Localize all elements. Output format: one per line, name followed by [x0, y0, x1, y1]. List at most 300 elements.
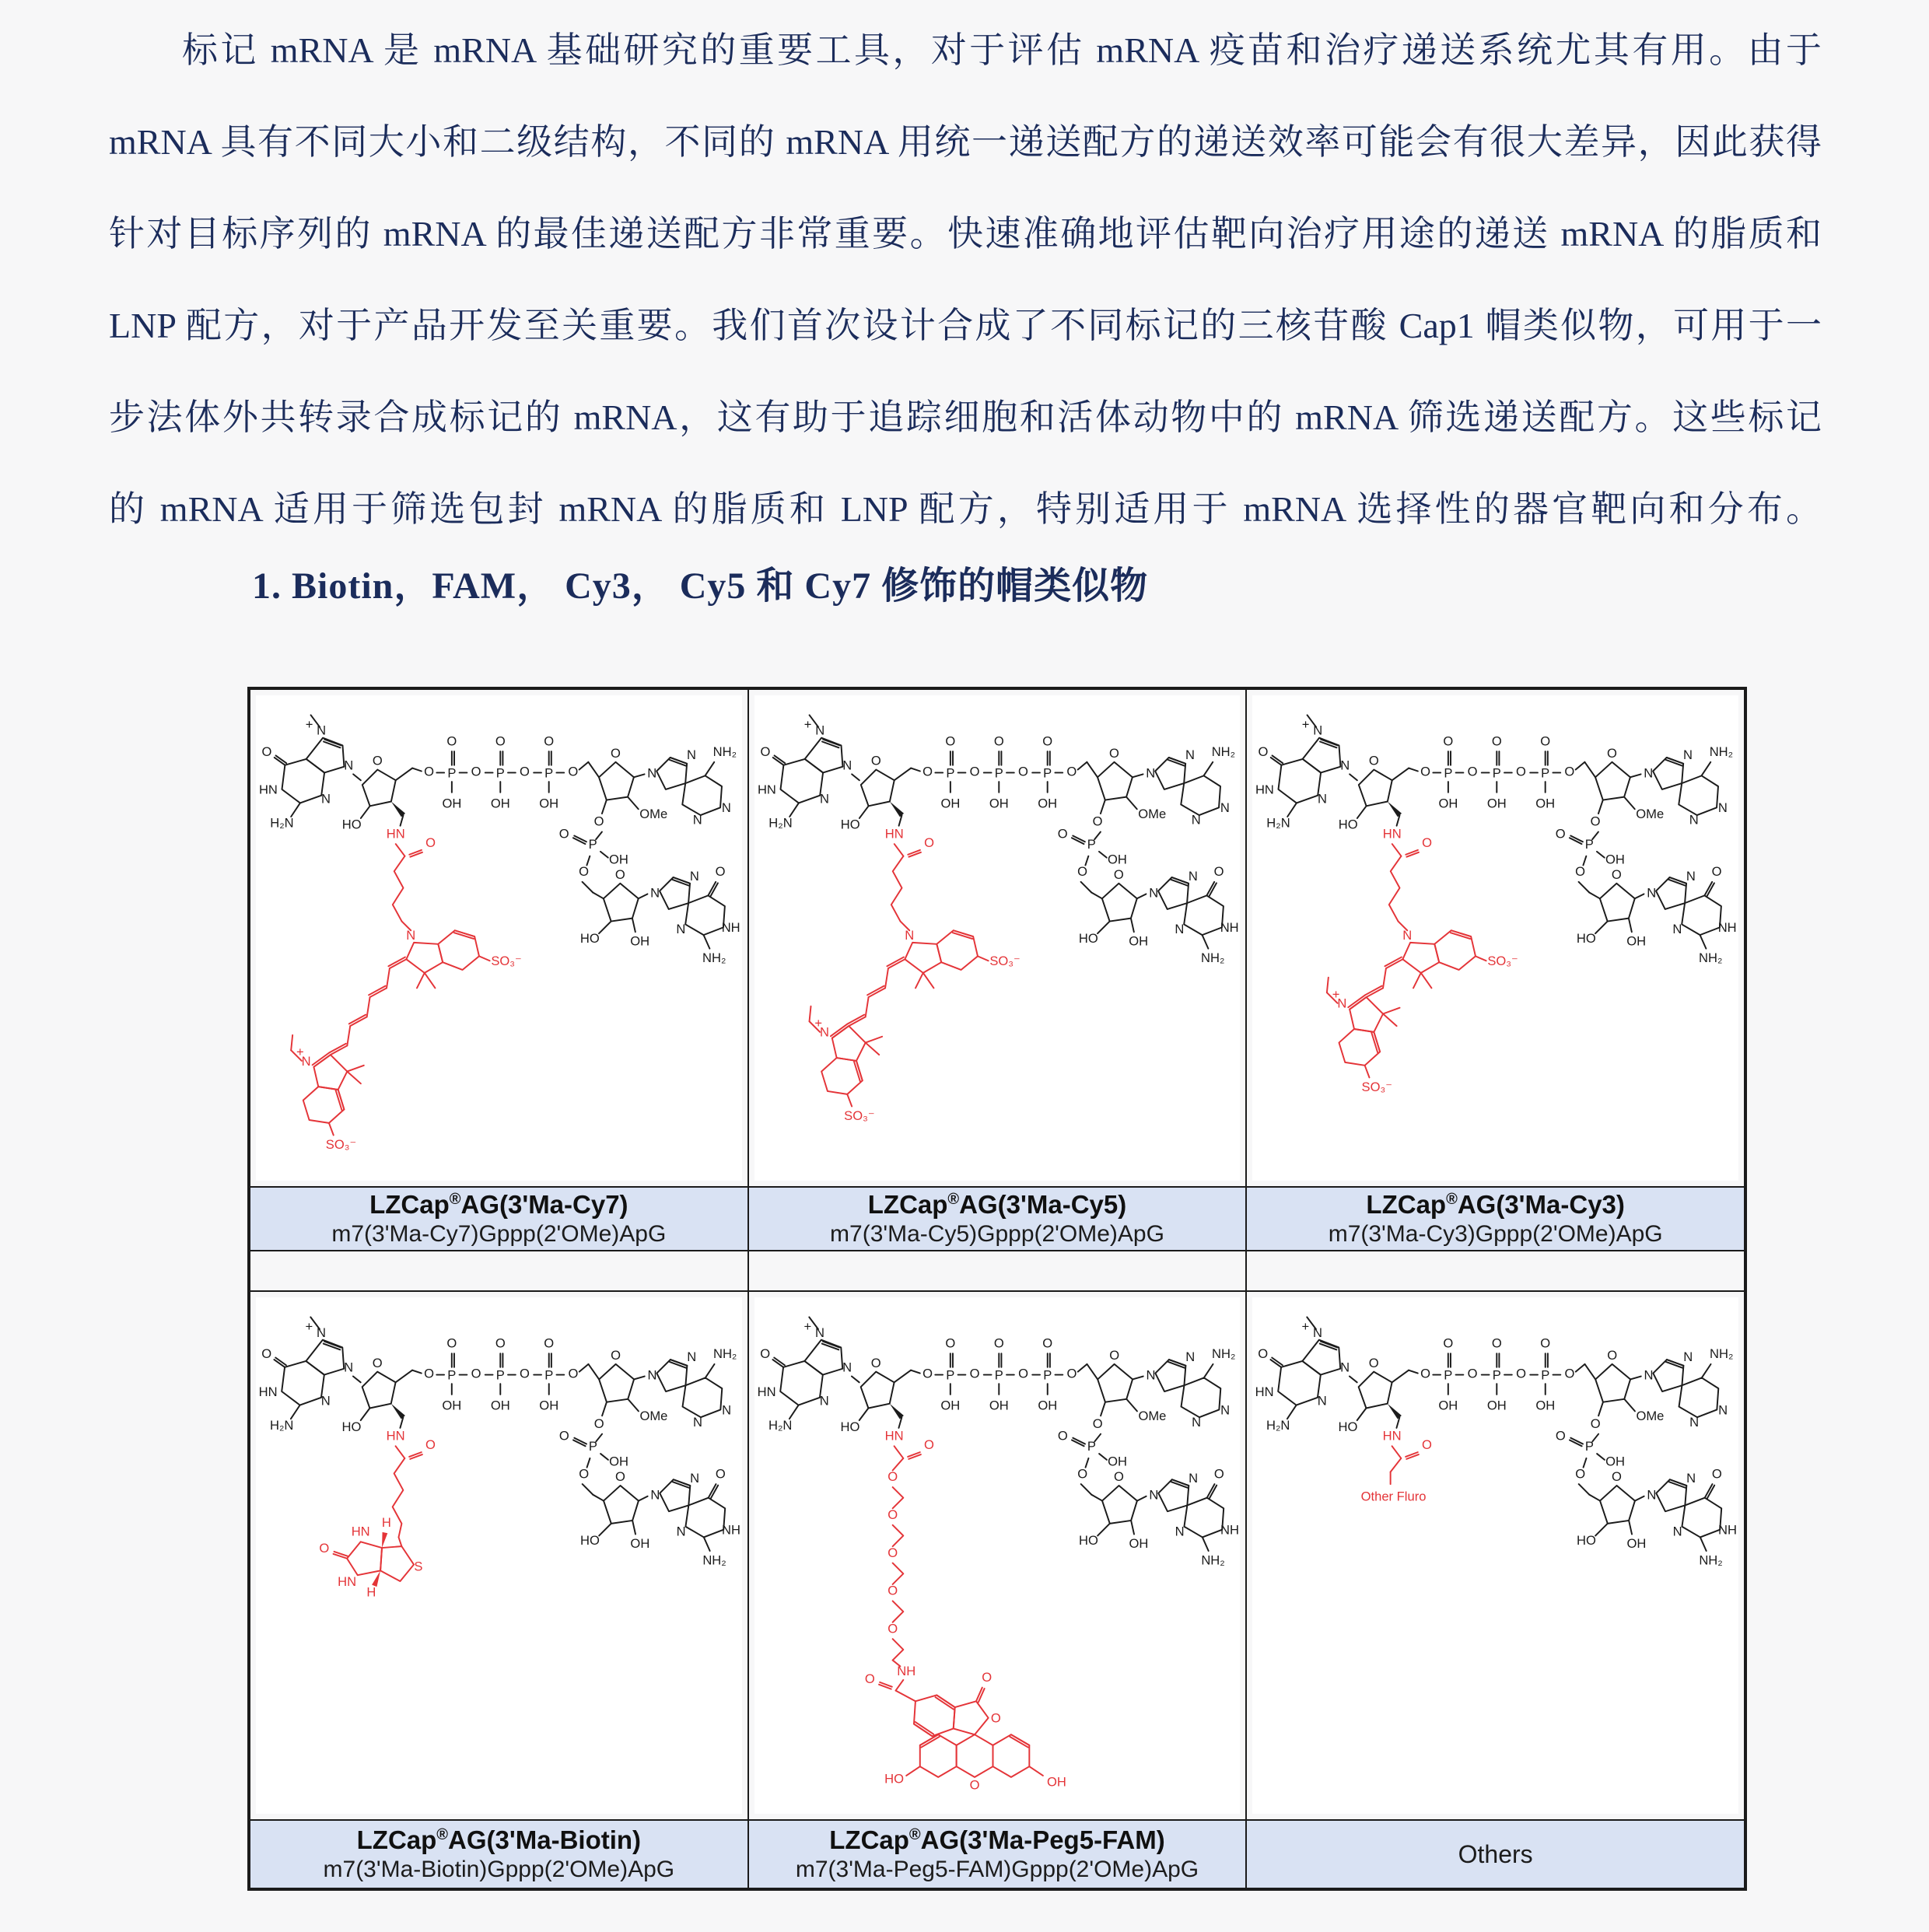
svg-text:O: O — [1564, 1366, 1575, 1381]
svg-text:+: + — [305, 716, 313, 732]
svg-text:O: O — [568, 764, 579, 779]
svg-text:O: O — [1575, 1466, 1586, 1482]
svg-text:N: N — [1340, 758, 1350, 773]
svg-text:NH: NH — [1220, 1522, 1239, 1538]
svg-text:O: O — [1590, 814, 1601, 829]
svg-text:O: O — [544, 733, 555, 749]
svg-text:N: N — [1318, 1393, 1328, 1409]
svg-text:O: O — [261, 744, 272, 759]
svg-text:OH: OH — [630, 1536, 650, 1552]
structure-cell-peg5-fam — [748, 1291, 1247, 1820]
svg-text:O: O — [1077, 864, 1087, 880]
svg-text:H₂N: H₂N — [1266, 1417, 1290, 1433]
svg-text:H₂N: H₂N — [768, 1417, 793, 1433]
svg-text:H: H — [381, 1514, 391, 1530]
svg-text:O: O — [715, 864, 726, 880]
svg-text:O: O — [922, 764, 933, 779]
cap-structure-svg-others — [1252, 1297, 1738, 1814]
svg-text:N: N — [819, 1024, 829, 1040]
svg-text:HO: HO — [341, 1419, 362, 1434]
product-name: LZCap®AG(3'Ma-Cy3) — [1366, 1190, 1625, 1220]
svg-text:NH₂: NH₂ — [1710, 744, 1734, 759]
svg-text:OH: OH — [1605, 1454, 1626, 1469]
svg-text:N: N — [686, 747, 696, 762]
svg-text:OH: OH — [490, 1398, 510, 1413]
svg-text:P: P — [994, 1367, 1003, 1383]
label-cell-cy5 — [748, 1187, 1247, 1251]
svg-text:N: N — [1644, 765, 1654, 781]
svg-text:HN: HN — [1255, 782, 1275, 797]
svg-text:N: N — [1175, 922, 1184, 937]
svg-text:N: N — [1220, 1402, 1230, 1418]
svg-text:OH: OH — [490, 796, 510, 811]
svg-text:O: O — [1108, 1348, 1119, 1363]
label-cell-cy7 — [250, 1187, 748, 1251]
svg-text:O: O — [1108, 745, 1119, 761]
svg-text:O: O — [568, 1366, 579, 1381]
svg-text:N: N — [1718, 1402, 1728, 1418]
svg-text:HN: HN — [386, 826, 405, 842]
svg-text:OH: OH — [442, 796, 462, 811]
svg-text:O: O — [1612, 866, 1623, 882]
svg-text:OH: OH — [1129, 1536, 1148, 1552]
product-name: LZCap®AG(3'Ma-Peg5-FAM) — [829, 1825, 1165, 1855]
svg-text:NH₂: NH₂ — [712, 1346, 737, 1362]
svg-text:O: O — [759, 1346, 770, 1362]
svg-text:O: O — [1420, 764, 1431, 779]
svg-text:N: N — [1644, 1367, 1654, 1383]
svg-text:OH: OH — [1438, 796, 1458, 811]
svg-text:O: O — [593, 814, 604, 829]
svg-text:O: O — [372, 753, 383, 768]
svg-text:O: O — [1607, 1348, 1618, 1363]
svg-text:P: P — [1493, 765, 1502, 781]
svg-text:O: O — [887, 1507, 898, 1523]
svg-text:HO: HO — [1577, 930, 1597, 946]
svg-text:N: N — [1689, 1414, 1700, 1430]
svg-text:OH: OH — [1626, 1536, 1647, 1552]
svg-text:HO: HO — [579, 930, 600, 946]
svg-text:OH: OH — [1605, 852, 1626, 867]
svg-text:N: N — [1191, 812, 1201, 828]
svg-text:HN: HN — [386, 1428, 405, 1444]
svg-text:O: O — [1492, 1335, 1503, 1351]
svg-text:+: + — [814, 1016, 822, 1031]
svg-text:N: N — [819, 791, 829, 807]
svg-text:NH₂: NH₂ — [702, 1552, 726, 1568]
svg-text:N: N — [1402, 927, 1413, 943]
svg-text:N: N — [1148, 885, 1158, 901]
svg-text:O: O — [615, 1469, 625, 1485]
svg-text:N: N — [301, 1053, 311, 1069]
label-cell-cy3 — [1246, 1187, 1745, 1251]
svg-text:HO: HO — [840, 817, 860, 832]
svg-text:P: P — [544, 765, 554, 781]
svg-text:N: N — [317, 723, 327, 738]
svg-text:O: O — [1017, 1366, 1028, 1381]
svg-text:O: O — [1556, 826, 1566, 842]
svg-text:NH₂: NH₂ — [1200, 1552, 1225, 1568]
svg-text:NH₂: NH₂ — [1200, 950, 1225, 966]
svg-text:O: O — [1092, 814, 1103, 829]
svg-text:O: O — [1213, 1466, 1224, 1482]
svg-text:O: O — [1077, 1466, 1087, 1482]
svg-text:O: O — [922, 1366, 933, 1381]
svg-text:+: + — [1301, 1318, 1310, 1334]
svg-text:OMe: OMe — [1636, 806, 1665, 821]
svg-text:O: O — [1369, 1355, 1379, 1370]
svg-text:OH: OH — [1438, 1398, 1458, 1413]
svg-text:OMe: OMe — [1138, 1409, 1167, 1424]
structure-cell-cy5 — [748, 689, 1247, 1187]
product-formula: m7(3'Ma-Cy7)Gppp(2'OMe)ApG — [331, 1220, 667, 1247]
cap-structure-svg-cy3 — [1252, 695, 1738, 1181]
svg-text:P: P — [447, 1367, 457, 1383]
svg-text:O: O — [614, 866, 625, 882]
svg-text:P: P — [946, 765, 955, 781]
svg-text:N: N — [1718, 800, 1728, 816]
svg-text:N: N — [842, 758, 852, 773]
svg-text:H₂N: H₂N — [270, 815, 294, 831]
svg-text:N: N — [344, 1360, 354, 1375]
svg-text:OH: OH — [630, 933, 650, 949]
svg-text:O: O — [1422, 835, 1433, 850]
svg-text:HN: HN — [258, 1384, 278, 1399]
svg-text:N: N — [1683, 747, 1693, 762]
svg-text:OH: OH — [989, 796, 1009, 811]
svg-text:O: O — [1422, 1437, 1433, 1453]
svg-text:HO: HO — [840, 1419, 860, 1434]
svg-text:O: O — [544, 1335, 555, 1351]
paragraph-line: 标记 mRNA 是 mRNA 基础研究的重要工具，对于评估 mRNA 疫苗和治疗递送系统尤其有用。由于 — [182, 30, 1822, 70]
svg-text:O: O — [1467, 1366, 1478, 1381]
svg-text:NH₂: NH₂ — [1211, 744, 1235, 759]
svg-text:+: + — [305, 1318, 313, 1334]
svg-text:O: O — [864, 1671, 875, 1686]
svg-text:P: P — [1444, 765, 1453, 781]
svg-text:OH: OH — [940, 1398, 960, 1413]
cap-structure-svg-biotin — [256, 1297, 742, 1814]
paragraph-line: mRNA 具有不同大小和二级结构，不同的 mRNA 用统一递送配方的递送效率可能会有很大差异，因此获得 — [109, 122, 1822, 162]
svg-text:O: O — [1564, 764, 1575, 779]
svg-text:N: N — [1145, 765, 1155, 781]
svg-text:O: O — [1066, 1366, 1077, 1381]
svg-text:HO: HO — [1577, 1533, 1597, 1549]
svg-text:O: O — [1258, 1346, 1269, 1362]
svg-text:N: N — [1313, 723, 1323, 738]
svg-text:NH₂: NH₂ — [1699, 1552, 1724, 1568]
svg-text:HN: HN — [884, 826, 904, 842]
svg-text:O: O — [1042, 733, 1052, 749]
intro-paragraph — [109, 5, 1822, 555]
svg-text:O: O — [923, 835, 934, 850]
svg-text:O: O — [425, 1437, 436, 1453]
svg-text:N: N — [1337, 996, 1347, 1011]
svg-text:Other Fluro: Other Fluro — [1360, 1489, 1427, 1504]
svg-text:N: N — [1185, 747, 1195, 762]
label-cell-biotin — [250, 1820, 748, 1888]
svg-text:O: O — [993, 1335, 1004, 1351]
svg-text:NH₂: NH₂ — [702, 950, 726, 966]
svg-text:N: N — [316, 1325, 326, 1340]
svg-text:O: O — [1612, 1469, 1623, 1485]
svg-text:O: O — [1711, 864, 1722, 880]
svg-text:O: O — [1540, 733, 1551, 749]
svg-text:N: N — [1647, 885, 1657, 901]
svg-text:HO: HO — [884, 1771, 904, 1787]
svg-text:OMe: OMe — [639, 1409, 668, 1424]
svg-text:O: O — [887, 1469, 898, 1485]
svg-text:N: N — [1185, 1349, 1195, 1364]
svg-text:OH: OH — [1535, 796, 1556, 811]
svg-text:O: O — [1443, 733, 1454, 749]
product-formula: m7(3'Ma-Peg5-FAM)Gppp(2'OMe)ApG — [795, 1856, 1199, 1882]
cap-analog-table — [247, 687, 1747, 1891]
svg-text:HN: HN — [258, 782, 278, 797]
svg-text:O: O — [969, 1366, 980, 1381]
svg-text:N: N — [676, 1524, 686, 1539]
paragraph-line: 的 mRNA 适用于筛选包封 mRNA 的脂质和 LNP 配方，特别适用于 mRNA 选择性的器官靶向和分布。 — [109, 489, 1822, 529]
svg-text:N: N — [1340, 1360, 1350, 1375]
svg-text:O: O — [981, 1669, 992, 1685]
svg-text:N: N — [814, 1325, 824, 1340]
svg-text:OH: OH — [1535, 1398, 1556, 1413]
label-cell-others — [1246, 1820, 1745, 1888]
svg-text:HN: HN — [884, 1428, 904, 1444]
svg-text:P: P — [1087, 1439, 1096, 1454]
svg-text:N: N — [344, 758, 354, 773]
svg-text:HO: HO — [341, 817, 362, 832]
svg-text:N: N — [1683, 1349, 1693, 1364]
svg-text:SO₃⁻: SO₃⁻ — [1487, 954, 1519, 969]
svg-text:HN: HN — [1383, 826, 1402, 842]
svg-text:P: P — [1042, 765, 1052, 781]
svg-text:NH: NH — [1718, 920, 1737, 936]
svg-text:P: P — [1493, 1367, 1502, 1383]
svg-text:O: O — [495, 733, 506, 749]
svg-text:P: P — [447, 765, 457, 781]
product-name: LZCap®AG(3'Ma-Cy5) — [867, 1190, 1127, 1220]
svg-text:N: N — [406, 927, 416, 943]
svg-text:N: N — [722, 1402, 732, 1418]
structure-cell-biotin — [250, 1291, 748, 1820]
svg-text:N: N — [1188, 868, 1198, 884]
svg-text:N: N — [1686, 868, 1696, 884]
svg-text:OH: OH — [1037, 1398, 1057, 1413]
svg-text:NH₂: NH₂ — [712, 744, 737, 759]
svg-text:OH: OH — [1107, 852, 1127, 867]
svg-text:NH: NH — [1718, 1522, 1738, 1538]
svg-text:N: N — [689, 868, 699, 884]
svg-text:P: P — [588, 836, 597, 852]
svg-text:N: N — [1647, 1487, 1657, 1503]
svg-text:O: O — [593, 1416, 604, 1431]
svg-text:O: O — [579, 1466, 590, 1482]
svg-text:P: P — [544, 1367, 554, 1383]
svg-text:+: + — [1302, 716, 1310, 732]
spacer-cell — [250, 1251, 748, 1291]
svg-text:N: N — [650, 885, 660, 901]
svg-text:O: O — [1042, 1335, 1052, 1351]
product-formula: m7(3'Ma-Cy5)Gppp(2'OMe)ApG — [830, 1220, 1164, 1247]
svg-text:O: O — [1556, 1428, 1567, 1444]
svg-text:O: O — [945, 1335, 955, 1351]
svg-text:O: O — [1066, 764, 1077, 779]
svg-text:N: N — [1686, 1471, 1696, 1486]
svg-text:P: P — [1087, 836, 1096, 852]
svg-text:O: O — [424, 1366, 434, 1381]
svg-text:O: O — [1213, 864, 1224, 880]
svg-text:O: O — [1492, 733, 1503, 749]
svg-text:N: N — [320, 1393, 331, 1409]
svg-text:N: N — [647, 765, 657, 781]
product-formula: m7(3'Ma-Biotin)Gppp(2'OMe)ApG — [323, 1856, 675, 1882]
svg-text:O: O — [1258, 744, 1269, 759]
svg-text:O: O — [1516, 1366, 1527, 1381]
svg-text:O: O — [471, 1366, 481, 1381]
structure-cell-others — [1246, 1291, 1745, 1820]
svg-text:OH: OH — [1626, 933, 1647, 949]
svg-text:NH: NH — [722, 1522, 740, 1538]
svg-text:OH: OH — [1107, 1454, 1127, 1469]
svg-text:OMe: OMe — [1636, 1409, 1665, 1424]
paragraph-line: LNP 配方，对于产品开发至关重要。我们首次设计合成了不同标记的三核苷酸 Cap1 帽类似物，可用于一 — [109, 306, 1822, 345]
svg-text:O: O — [923, 1437, 934, 1453]
svg-text:O: O — [611, 745, 621, 761]
svg-text:O: O — [969, 1777, 980, 1793]
svg-text:NH: NH — [896, 1664, 915, 1679]
svg-text:+: + — [803, 1318, 811, 1334]
svg-text:N: N — [687, 1349, 697, 1364]
svg-text:O: O — [611, 1348, 621, 1363]
svg-text:P: P — [1444, 1367, 1453, 1383]
svg-text:HN: HN — [1255, 1384, 1274, 1399]
svg-text:HO: HO — [580, 1533, 600, 1549]
svg-text:O: O — [1017, 764, 1028, 779]
svg-text:O: O — [1092, 1416, 1103, 1431]
svg-text:P: P — [495, 1367, 505, 1383]
svg-text:HO: HO — [1078, 930, 1098, 946]
svg-text:N: N — [1175, 1524, 1185, 1539]
svg-text:SO₃⁻: SO₃⁻ — [1361, 1079, 1393, 1094]
svg-text:H₂N: H₂N — [269, 1417, 294, 1433]
svg-text:NH₂: NH₂ — [1710, 1346, 1734, 1362]
svg-text:N: N — [1188, 1471, 1198, 1486]
svg-text:OH: OH — [539, 1398, 559, 1413]
svg-text:O: O — [1516, 764, 1527, 779]
svg-text:O: O — [1113, 866, 1124, 882]
svg-text:HN: HN — [757, 782, 776, 797]
svg-text:N: N — [650, 1487, 660, 1503]
product-name: LZCap®AG(3'Ma-Biotin) — [356, 1825, 642, 1855]
svg-text:O: O — [495, 1335, 506, 1351]
svg-text:N: N — [647, 1367, 657, 1383]
svg-text:S: S — [414, 1559, 423, 1574]
svg-text:N: N — [1146, 1367, 1156, 1383]
svg-text:O: O — [372, 1355, 383, 1370]
svg-text:OH: OH — [1487, 796, 1507, 811]
svg-text:O: O — [425, 835, 436, 850]
svg-text:N: N — [692, 812, 702, 828]
svg-text:N: N — [1672, 922, 1682, 937]
svg-text:N: N — [1313, 1325, 1323, 1340]
svg-text:O: O — [1057, 1428, 1068, 1444]
svg-text:O: O — [870, 1355, 881, 1370]
product-formula: m7(3'Ma-Cy3)Gppp(2'OMe)ApG — [1328, 1220, 1663, 1247]
svg-text:OH: OH — [940, 796, 960, 811]
spacer-cell — [1246, 1251, 1745, 1291]
section-heading: 1. Biotin，FAM， Cy3， Cy5 和 Cy7 修饰的帽类似物 — [252, 565, 1149, 607]
svg-text:HN: HN — [351, 1524, 370, 1539]
svg-text:OH: OH — [1046, 1774, 1066, 1790]
svg-text:P: P — [945, 1367, 955, 1383]
svg-text:OH: OH — [1487, 1398, 1507, 1413]
svg-text:P: P — [1585, 1439, 1595, 1454]
cap-structure-svg-cy5 — [754, 695, 1241, 1181]
svg-text:P: P — [1541, 765, 1550, 781]
svg-text:O: O — [1420, 1366, 1431, 1381]
others-label: Others — [1458, 1839, 1533, 1868]
svg-text:O: O — [887, 1545, 898, 1560]
svg-text:+: + — [1332, 987, 1340, 1002]
svg-text:HN: HN — [1382, 1428, 1402, 1444]
svg-text:HO: HO — [1339, 817, 1358, 832]
svg-text:OMe: OMe — [639, 806, 668, 821]
svg-text:OH: OH — [442, 1398, 462, 1413]
svg-text:N: N — [1689, 812, 1700, 828]
svg-text:N: N — [321, 791, 331, 807]
svg-text:P: P — [1042, 1367, 1052, 1383]
svg-text:NH: NH — [1220, 920, 1239, 936]
cap-structure-svg-peg5-fam — [754, 1297, 1241, 1814]
svg-text:OH: OH — [609, 1454, 628, 1469]
svg-text:OH: OH — [1037, 796, 1057, 811]
svg-text:O: O — [887, 1583, 898, 1598]
svg-text:O: O — [993, 733, 1004, 749]
svg-text:O: O — [1369, 753, 1380, 768]
svg-text:O: O — [715, 1466, 726, 1482]
svg-text:O: O — [887, 1621, 898, 1636]
svg-text:OH: OH — [539, 796, 559, 811]
svg-text:N: N — [676, 922, 686, 937]
svg-text:OH: OH — [989, 1398, 1009, 1413]
structure-cell-cy7 — [250, 689, 748, 1187]
svg-text:NH₂: NH₂ — [1211, 1346, 1236, 1362]
svg-text:H₂N: H₂N — [1266, 815, 1290, 831]
svg-text:O: O — [446, 1335, 457, 1351]
svg-text:O: O — [760, 744, 771, 759]
svg-text:O: O — [945, 733, 955, 749]
svg-text:N: N — [693, 1414, 703, 1430]
svg-text:N: N — [842, 1360, 852, 1375]
svg-text:O: O — [520, 1366, 530, 1381]
svg-text:O: O — [969, 764, 980, 779]
svg-text:N: N — [814, 723, 824, 738]
svg-text:O: O — [520, 764, 530, 779]
svg-text:OH: OH — [1128, 933, 1148, 949]
svg-text:SO₃⁻: SO₃⁻ — [843, 1108, 875, 1123]
svg-text:O: O — [1540, 1335, 1551, 1351]
svg-text:HO: HO — [1338, 1419, 1358, 1434]
svg-text:P: P — [1541, 1367, 1550, 1383]
svg-text:O: O — [319, 1540, 330, 1556]
svg-text:N: N — [819, 1393, 829, 1409]
spacer-cell — [748, 1251, 1247, 1291]
svg-text:H: H — [366, 1584, 376, 1600]
svg-text:O: O — [579, 864, 589, 880]
svg-text:+: + — [296, 1045, 304, 1060]
cap-structure-svg-cy7 — [256, 695, 742, 1181]
